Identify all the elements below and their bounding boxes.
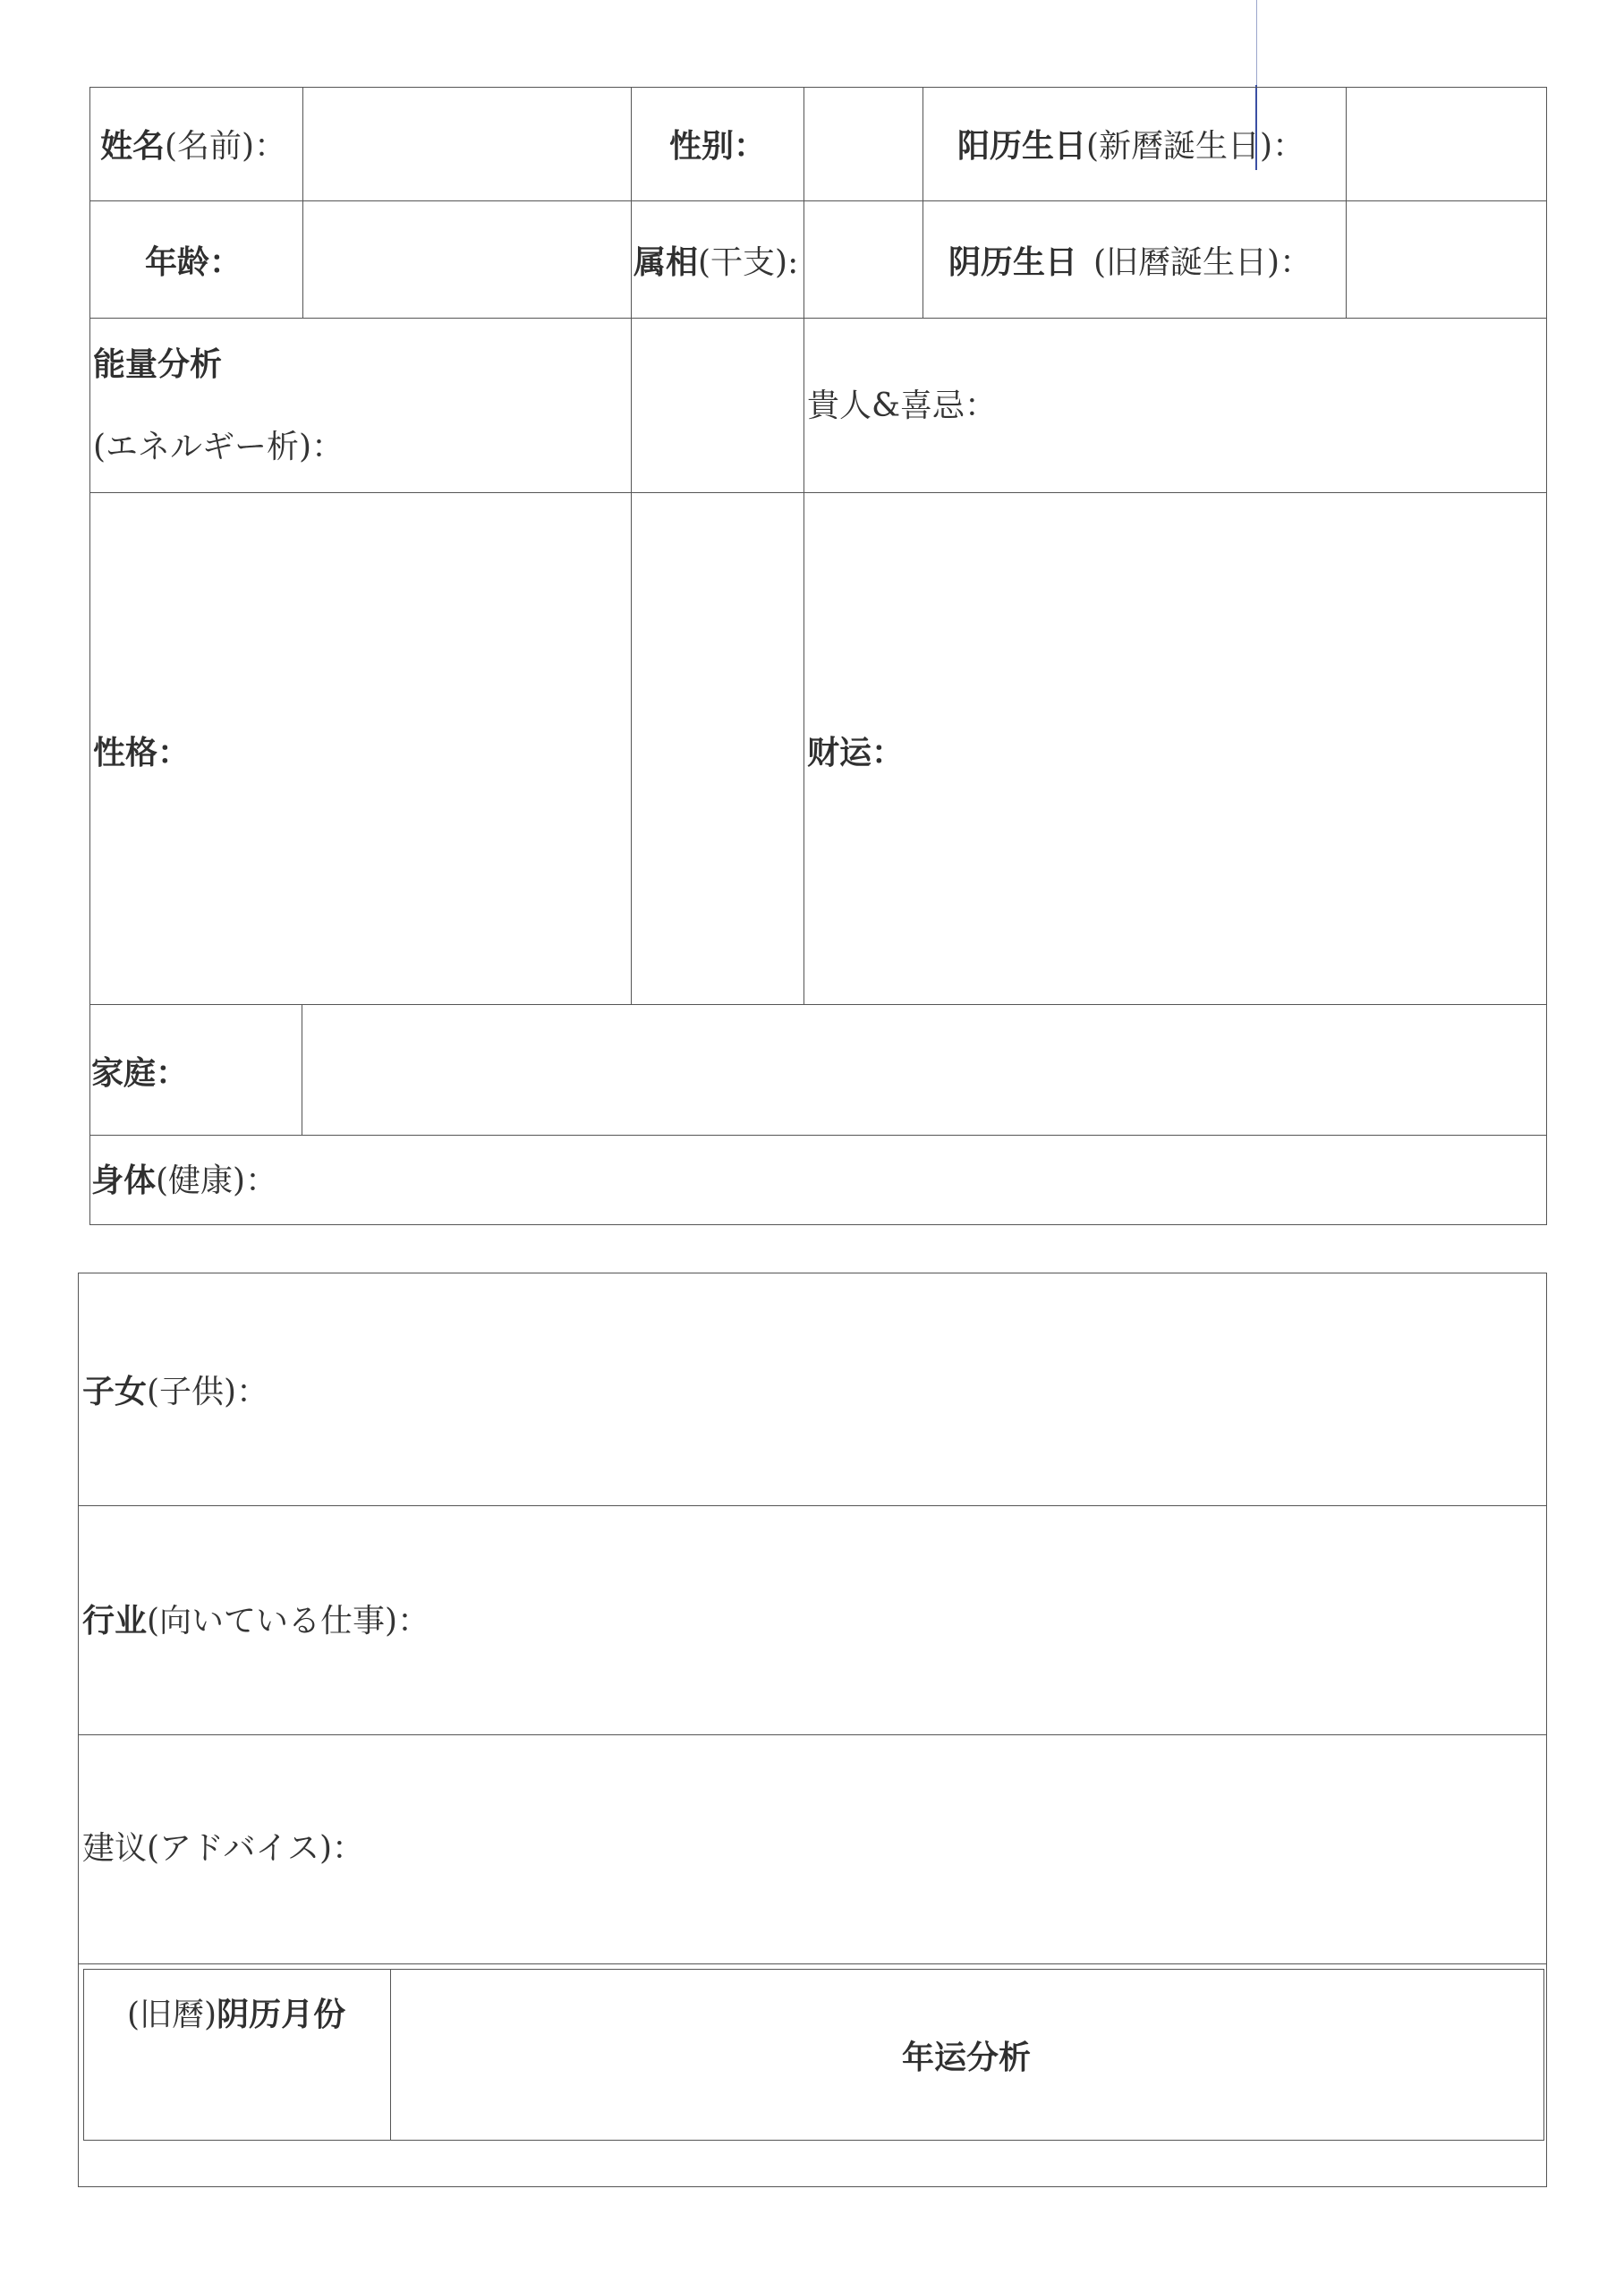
- row-divider: [89, 492, 1547, 493]
- row-divider: [89, 1004, 1547, 1005]
- energy-analysis-label: 能量分析: [93, 346, 223, 383]
- name-label: 姓名(名前)：: [100, 128, 287, 165]
- top-table: [89, 87, 1547, 1225]
- annual-fortune-table: [83, 1969, 1544, 2141]
- benefactor-label: 貴人&喜忌：: [807, 388, 998, 424]
- age-label: 年龄：: [145, 244, 242, 281]
- row-divider: [89, 200, 1547, 201]
- health-label: 身体(健康)：: [91, 1163, 278, 1199]
- energy-analysis-sub-label: (エネルギー析)：: [93, 429, 344, 465]
- children-label: 子女(子供)：: [82, 1374, 269, 1410]
- personality-label: 性格：: [93, 735, 191, 771]
- solar-birthday-label: 阳历生日(新曆誕生日)：: [957, 128, 1305, 165]
- lunar-birthday-label: 阴历生日 (旧曆誕生日)：: [948, 244, 1313, 281]
- family-label: 家庭：: [91, 1055, 189, 1092]
- col-divider: [631, 87, 632, 1004]
- col-divider: [1346, 87, 1347, 318]
- row-divider: [78, 1963, 1547, 1964]
- lunar-month-header: (旧曆)阴历月份: [127, 1997, 346, 2033]
- wealth-label: 财运：: [807, 735, 905, 771]
- col-divider: [803, 87, 804, 1004]
- row-divider: [89, 1135, 1547, 1136]
- row-divider: [78, 1505, 1547, 1506]
- col-divider: [390, 1969, 391, 2141]
- row-divider: [78, 1734, 1547, 1735]
- row-divider: [89, 318, 1547, 319]
- annual-fortune-header: 年运分析: [902, 2040, 1032, 2076]
- zodiac-label: 属相(干支):: [633, 244, 799, 281]
- gender-label: 性别：: [669, 128, 767, 165]
- col-divider: [302, 87, 303, 318]
- scan-mark-line: [1256, 0, 1257, 85]
- industry-label: 行业(向いている仕事)：: [82, 1603, 430, 1639]
- advice-label: 建议(アドバイス)：: [82, 1830, 365, 1867]
